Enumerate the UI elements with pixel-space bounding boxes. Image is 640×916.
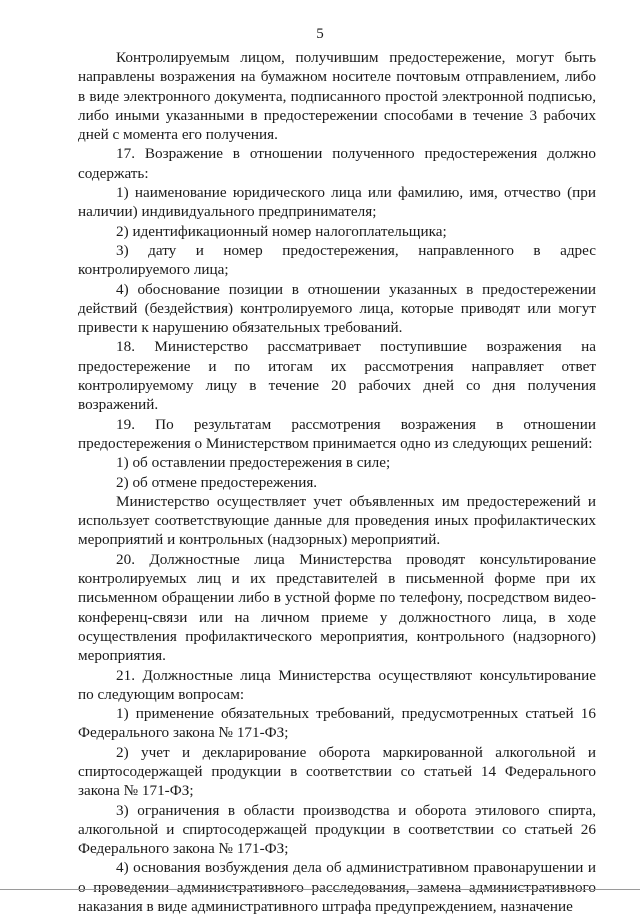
document-body — [78, 48, 596, 916]
paragraph-18: 18. Министерство рассматривает поступившие возражения на предостережение и по итогам их рассмотрения направляет ответ контролируемому лицу в течение 20 рабочих дней со дня получения возражений. — [78, 338, 596, 414]
paragraph-objection-submission: Контролируемым лицом, получившим предостережение, могут быть направлены возражения на бумажном носителе почтовым отправлением, либо в виде электронного документа, подписанного простой электронной подписью, либо иными указанными в предостережении способами в течение 3 рабочих дней с момента его получения. — [78, 49, 596, 144]
list-item-19-2: 2) об отмене предостережения. — [116, 473, 318, 491]
list-item-21-1: 1) применение обязательных требований, предусмотренных статьей 16 Федерального закона № 171-ФЗ; — [78, 705, 596, 742]
list-item-21-3: 3) ограничения в области производства и оборота этилового спирта, алкогольной и спиртосодержащей продукции в соответствии со статьей 26 Федерального закона № 171-ФЗ; — [78, 801, 596, 858]
list-item-17-4: 4) обоснование позиции в отношении указанных в предостережении действий (бездействия) контролируемого лица, которые приводят или могут привести к нарушению обязательных требований. — [78, 280, 596, 337]
bottom-divider — [0, 889, 640, 890]
list-item-17-3: 3) дату и номер предостережения, направленного в адрес контролируемого лица; — [78, 241, 596, 279]
page-number: 5 — [316, 26, 324, 42]
paragraph-warnings-accounting: Министерство осуществляет учет объявленных им предостережений и использует соответствующие данные для проведения иных профилактических мероприятий и контрольных (надзорных) мероприятий. — [78, 492, 596, 549]
list-item-17-2: 2) идентификационный номер налогоплательщика; — [116, 222, 447, 240]
list-item-17-1: 1) наименование юридического лица или фамилию, имя, отчество (при наличии) индивидуального предпринимателя; — [78, 184, 596, 221]
paragraph-21: 21. Должностные лица Министерства осуществляют консультирование по следующим вопросам: — [78, 666, 596, 703]
paragraph-19: 19. По результатам рассмотрения возражения в отношении предостережения о Министерством принимается одно из следующих решений: — [78, 415, 596, 452]
list-item-21-2: 2) учет и декларирование оборота маркированной алкогольной и спиртосодержащей продукции в соответствии со статьей 14 Федерального закона № 171-ФЗ; — [78, 743, 596, 800]
list-item-19-1: 1) об оставлении предостережения в силе; — [116, 454, 391, 472]
paragraph-17: 17. Возражение в отношении полученного предостережения должно содержать: — [78, 145, 596, 182]
list-item-21-4: 4) основания возбуждения дела об административном правонарушении и о проведении административного расследования, замена административного наказания в виде административного штрафа предупреждением, назначение — [78, 859, 596, 916]
paragraph-20: 20. Должностные лица Министерства проводят консультирование контролируемых лиц и их представителей в письменной форме при их письменном обращении либо в устной форме по телефону, посредством видео-конференц-связи или на личном приеме у должностного лица, в ходе осуществления профилактического мероприятия, контрольного (надзорного) мероприятия. — [78, 550, 596, 665]
